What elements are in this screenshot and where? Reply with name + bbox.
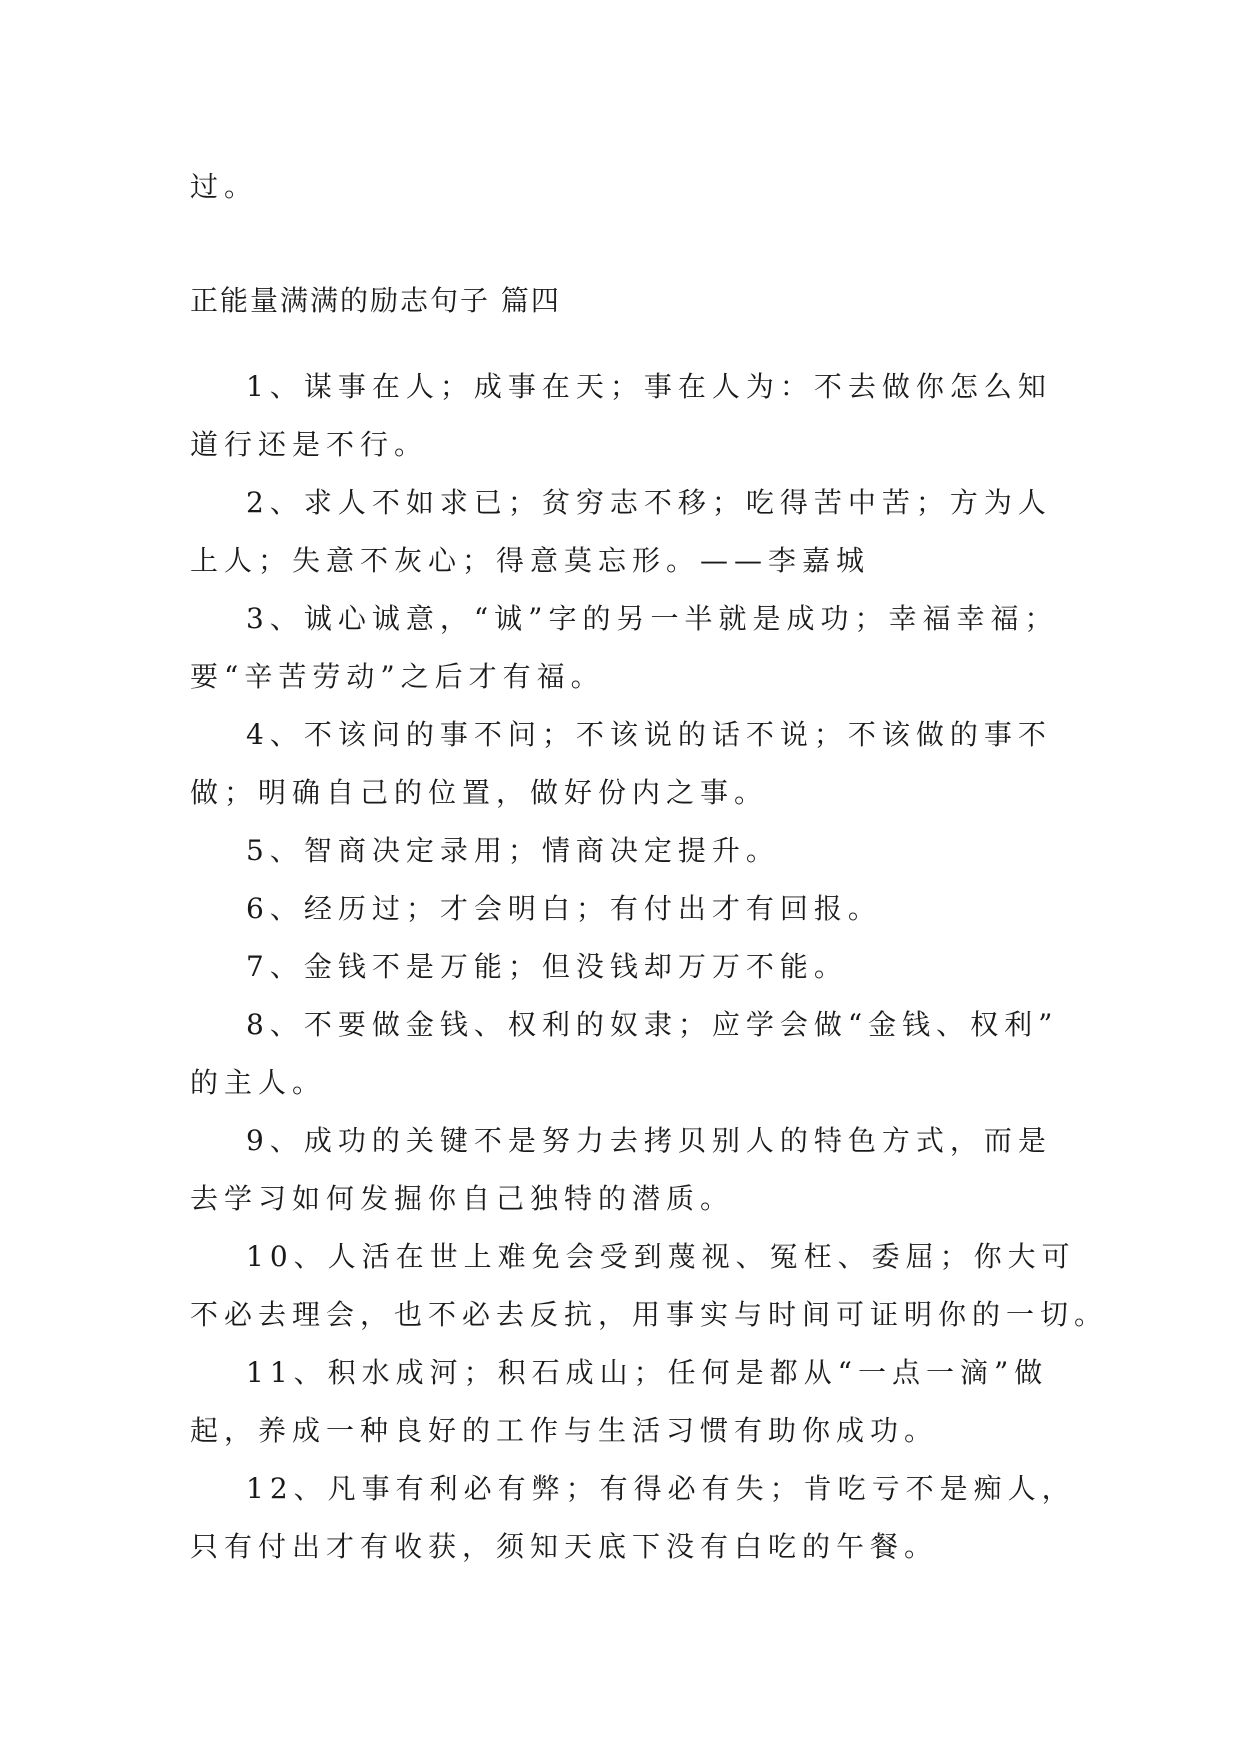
list-item-line: 做；明确自己的位置，做好份内之事。 xyxy=(190,776,769,809)
list-item xyxy=(190,358,1050,474)
list-item xyxy=(190,996,1059,1112)
list-item xyxy=(190,822,1050,880)
list-item xyxy=(190,1228,1109,1344)
list-item-line: 2、求人不如求已；贫穷志不移；吃得苦中苦；方为人 xyxy=(246,486,1052,519)
list-item-line: 道行还是不行。 xyxy=(190,428,429,461)
list-item-line: 1、谋事在人；成事在天；事在人为：不去做你怎么知 xyxy=(246,370,1052,403)
list-item-line: 7、金钱不是万能；但没钱却万万不能。 xyxy=(246,950,848,983)
list-item-line: 11、积水成河；积石成山；任何是都从“一点一滴”做 xyxy=(246,1356,1049,1389)
list-item-line: 10、人活在世上难免会受到蔑视、冤枉、委屈；你大可 xyxy=(246,1240,1076,1273)
list-item-line: 要“辛苦劳动”之后才有福。 xyxy=(190,660,605,693)
list-item xyxy=(190,938,1050,996)
list-item-line: 6、经历过；才会明白；有付出才有回报。 xyxy=(246,892,882,925)
list-item-line: 的主人。 xyxy=(190,1066,327,1099)
continuation-text: 过。 xyxy=(190,170,259,203)
list-item xyxy=(190,706,1050,822)
list-item-line: 5、智商决定录用；情商决定提升。 xyxy=(246,834,780,867)
list-item-line: 起，养成一种良好的工作与生活习惯有助你成功。 xyxy=(190,1414,939,1447)
list-item-line: 去学习如何发掘你自己独特的潜质。 xyxy=(190,1182,735,1215)
list-item xyxy=(190,880,1050,938)
list-item-line: 9、成功的关键不是努力去拷贝别人的特色方式，而是 xyxy=(246,1124,1052,1157)
list-item-line: 8、不要做金钱、权利的奴隶；应学会做“金钱、权利” xyxy=(246,1008,1059,1041)
list-item xyxy=(190,474,1050,590)
list-item-line: 不必去理会，也不必去反抗，用事实与时间可证明你的一切。 xyxy=(190,1298,1109,1331)
list-item xyxy=(190,1460,1076,1576)
list-item xyxy=(190,1344,1050,1460)
section-title: 正能量满满的励志句子 篇四 xyxy=(190,284,561,317)
list-item xyxy=(190,1112,1050,1228)
document-body xyxy=(190,158,1109,1576)
list-item-line: 12、凡事有利必有弊；有得必有失；肯吃亏不是痴人， xyxy=(246,1472,1076,1505)
list-item-line: 4、不该问的事不问；不该说的话不说；不该做的事不 xyxy=(246,718,1052,751)
list-item-line: 只有付出才有收获，须知天底下没有白吃的午餐。 xyxy=(190,1530,939,1563)
list-item-line: 3、诚心诚意，“诚”字的另一半就是成功；幸福幸福； xyxy=(246,602,1059,635)
list-item xyxy=(190,590,1059,706)
list-item-line: 上人；失意不灰心；得意莫忘形。——李嘉城 xyxy=(190,544,871,577)
